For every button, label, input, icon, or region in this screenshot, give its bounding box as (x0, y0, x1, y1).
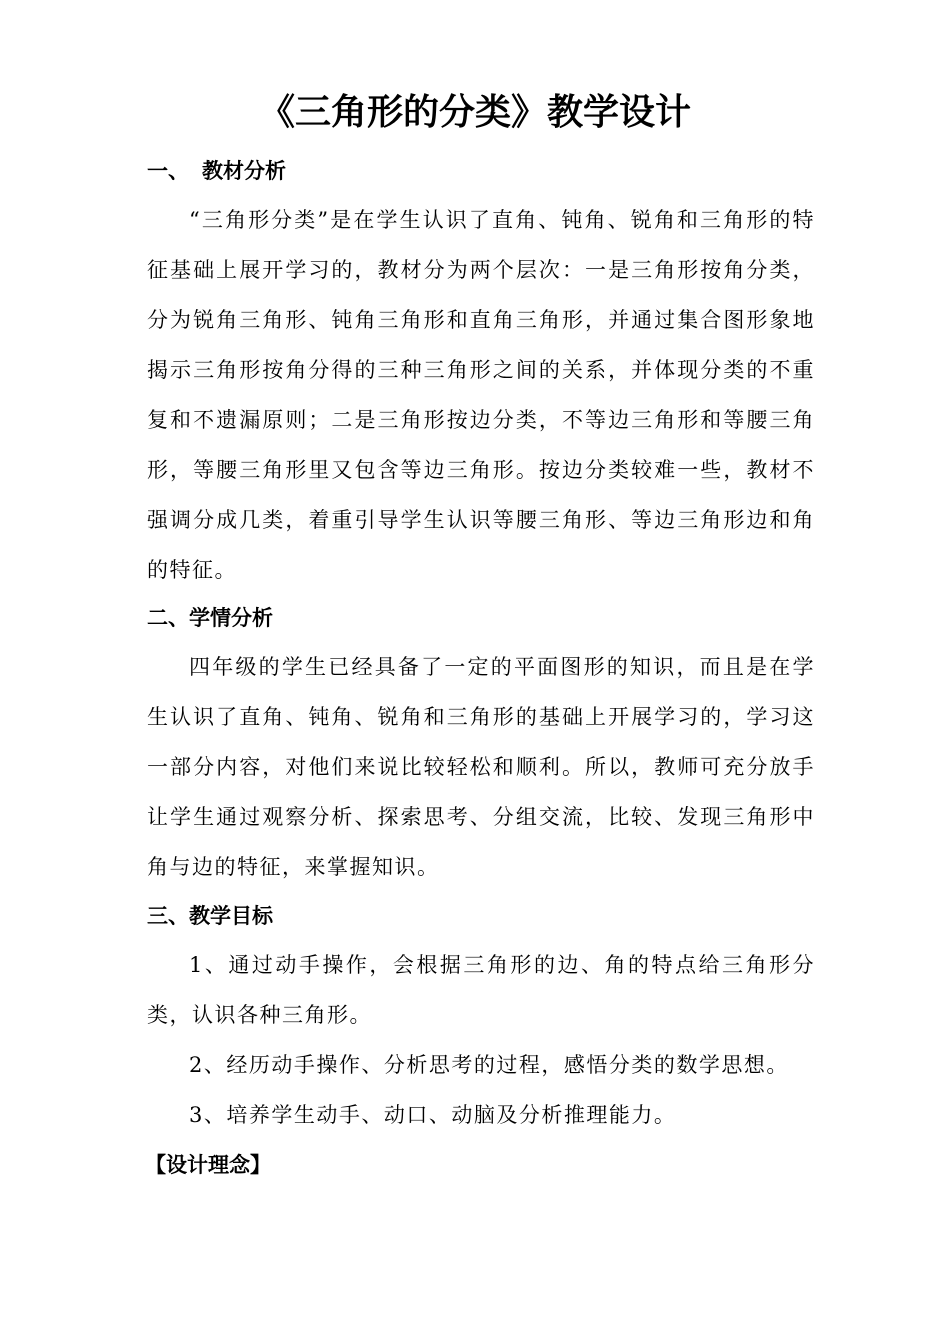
section-title: 学情分析 (189, 606, 273, 630)
goal-item: 1、通过动手操作，会根据三角形的边、角的特点给三角形分类，认识各种三角形。 (147, 953, 815, 1027)
section-number: 一、 (147, 159, 189, 183)
section-heading-student-analysis (147, 603, 273, 633)
goal-item: 2、经历动手操作、分析思考的过程，感悟分类的数学思想。 (189, 1053, 789, 1077)
section-heading-teaching-goals (147, 901, 273, 931)
section-title: 教学目标 (189, 904, 273, 928)
section-number: 二、 (147, 606, 189, 630)
student-analysis-paragraph: 四年级的学生已经具备了一定的平面图形的知识，而且是在学生认识了直角、钝角、锐角和三角形的基础上开展学习的，学习这一部分内容，对他们来说比较轻松和顺利。所以，教师可充分放手让学生通过观察分析、探索思考、分组交流，比较、发现三角形中角与边的特征，来掌握知识。 (147, 655, 815, 879)
section-number: 三、 (147, 904, 189, 928)
section-heading-textbook-analysis (147, 156, 286, 186)
textbook-analysis-paragraph: “三角形分类”是在学生认识了直角、钝角、锐角和三角形的特征基础上展开学习的，教材分为两个层次：一是三角形按角分类，分为锐角三角形、钝角三角形和直角三角形，并通过集合图形象地揭示三角形按角分得的三种三角形之间的关系，并体现分类的不重复和不遗漏原则；二是三角形按边分类，不等边三角形和等腰三角形，等腰三角形里又包含等边三角形。按边分类较难一些，教材不强调分成几类，着重引导学生认识等腰三角形、等边三角形边和角的特征。 (147, 208, 815, 582)
goal-item: 3、培养学生动手、动口、动脑及分析推理能力。 (189, 1103, 677, 1127)
section-heading-design-concept: 【设计理念】 (145, 1153, 271, 1177)
document-title: 《三角形的分类》教学设计 (258, 92, 691, 133)
section-title: 教材分析 (202, 159, 286, 183)
